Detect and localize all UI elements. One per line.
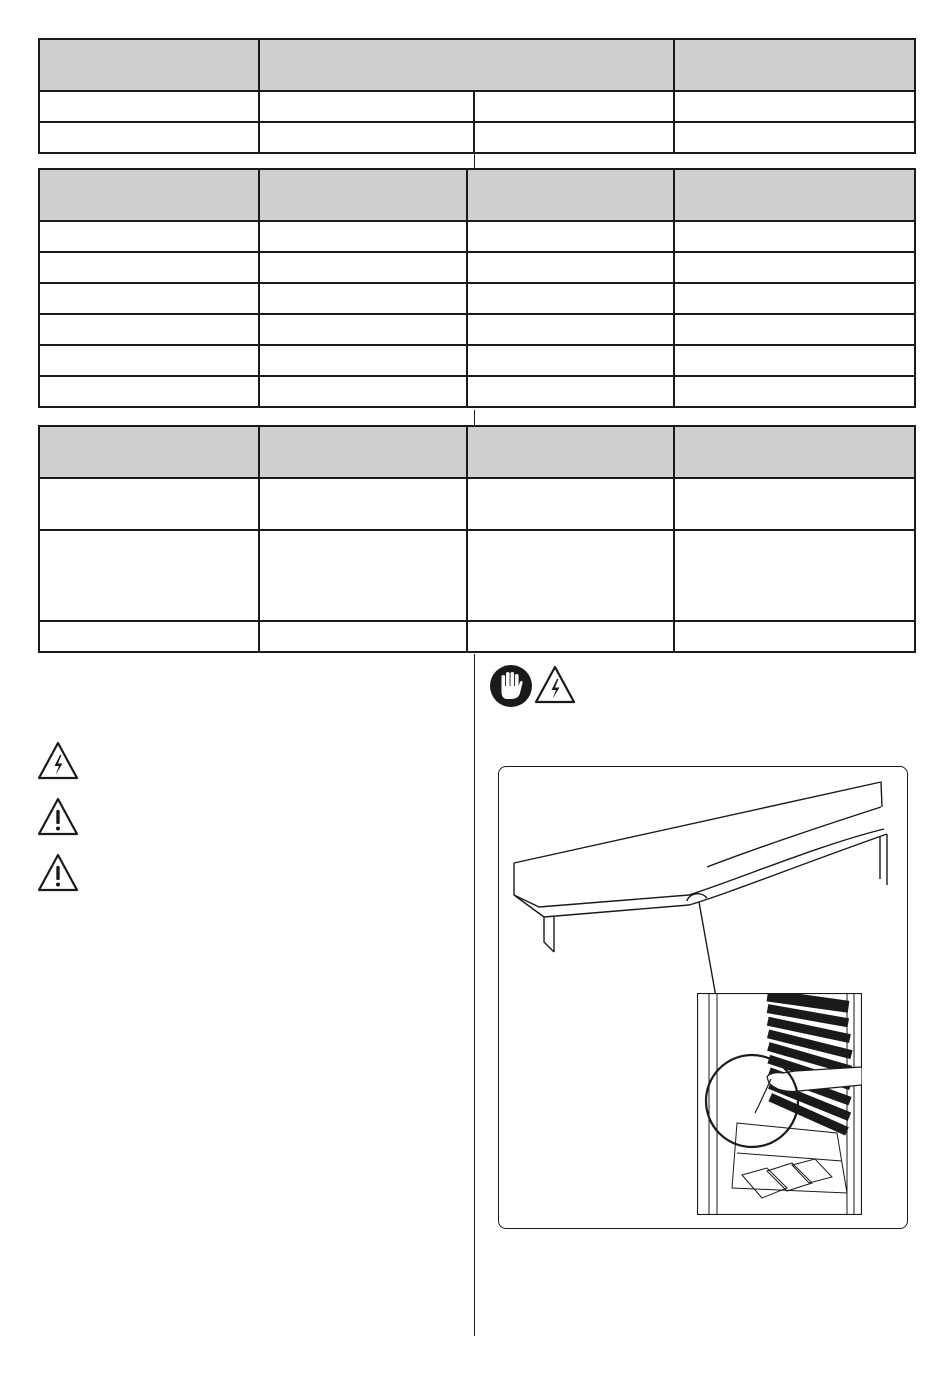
- header-cell: [674, 169, 915, 221]
- table-row: [39, 283, 915, 314]
- table-cell: [674, 221, 915, 252]
- table-cell: [467, 376, 674, 407]
- table-row: [39, 252, 915, 283]
- table-cell: [39, 345, 259, 376]
- table-row: [39, 621, 915, 652]
- table-cell: [259, 314, 467, 345]
- table-cell: [39, 122, 259, 153]
- spec-table-1: [38, 38, 916, 154]
- column-divider-2: [474, 410, 475, 426]
- table-cell: [674, 252, 915, 283]
- header-cell: [467, 169, 674, 221]
- header-cell: [39, 39, 259, 91]
- table-cell: [674, 345, 915, 376]
- header-cell: [259, 169, 467, 221]
- table-cell: [674, 478, 915, 530]
- table-row: [39, 91, 915, 122]
- table-cell: [467, 314, 674, 345]
- header-cell: [39, 426, 259, 478]
- table-cell: [674, 91, 915, 122]
- inset-detail-illustration: [697, 993, 862, 1215]
- table-cell: [259, 91, 474, 122]
- table-cell: [259, 122, 474, 153]
- table-cell: [259, 283, 467, 314]
- spec-table-2: [38, 168, 916, 408]
- table-cell: [39, 221, 259, 252]
- drain-hole-cleaning-illustration: [498, 766, 908, 1229]
- table-cell: [259, 252, 467, 283]
- spec-table-3: [38, 425, 916, 653]
- table-cell: [39, 376, 259, 407]
- table-cell: [467, 345, 674, 376]
- table-cell: [467, 283, 674, 314]
- header-cell: [674, 426, 915, 478]
- table-cell: [39, 91, 259, 122]
- table-row: [39, 376, 915, 407]
- electric-shock-warning-icon: [36, 740, 80, 782]
- table-row: [39, 530, 915, 621]
- table-row: [39, 221, 915, 252]
- table-cell: [674, 122, 915, 153]
- table-cell: [259, 530, 467, 621]
- table-cell: [474, 122, 674, 153]
- column-divider-main: [474, 654, 475, 1336]
- table-cell: [39, 530, 259, 621]
- table-header-row: [39, 169, 915, 221]
- table-cell: [39, 478, 259, 530]
- caution-exclamation-icon: [36, 852, 80, 894]
- table-cell: [39, 621, 259, 652]
- header-cell: [674, 39, 915, 91]
- stop-hand-icon: [489, 664, 533, 708]
- table-cell: [467, 221, 674, 252]
- table-cell: [467, 478, 674, 530]
- table-header-row: [39, 426, 915, 478]
- table-row: [39, 345, 915, 376]
- table-cell: [474, 91, 674, 122]
- table-cell: [467, 621, 674, 652]
- header-cell: [39, 169, 259, 221]
- table-cell: [674, 283, 915, 314]
- table-cell: [39, 283, 259, 314]
- table-cell: [259, 345, 467, 376]
- header-cell: [467, 426, 674, 478]
- header-cell: [259, 426, 467, 478]
- table-cell: [467, 530, 674, 621]
- table-cell: [259, 221, 467, 252]
- table-cell: [259, 478, 467, 530]
- table-row: [39, 314, 915, 345]
- table-cell: [674, 376, 915, 407]
- caution-exclamation-icon: [36, 796, 80, 838]
- table-row: [39, 478, 915, 530]
- table-cell: [259, 376, 467, 407]
- table-row: [39, 122, 915, 153]
- table-header-row: [39, 39, 915, 91]
- table-cell: [259, 621, 467, 652]
- table-cell: [674, 530, 915, 621]
- table-cell: [467, 252, 674, 283]
- column-divider-1: [474, 153, 475, 169]
- table-cell: [674, 314, 915, 345]
- header-cell: [259, 39, 674, 91]
- table-cell: [674, 621, 915, 652]
- table-cell: [39, 252, 259, 283]
- table-cell: [39, 314, 259, 345]
- electric-shock-warning-icon: [533, 664, 577, 706]
